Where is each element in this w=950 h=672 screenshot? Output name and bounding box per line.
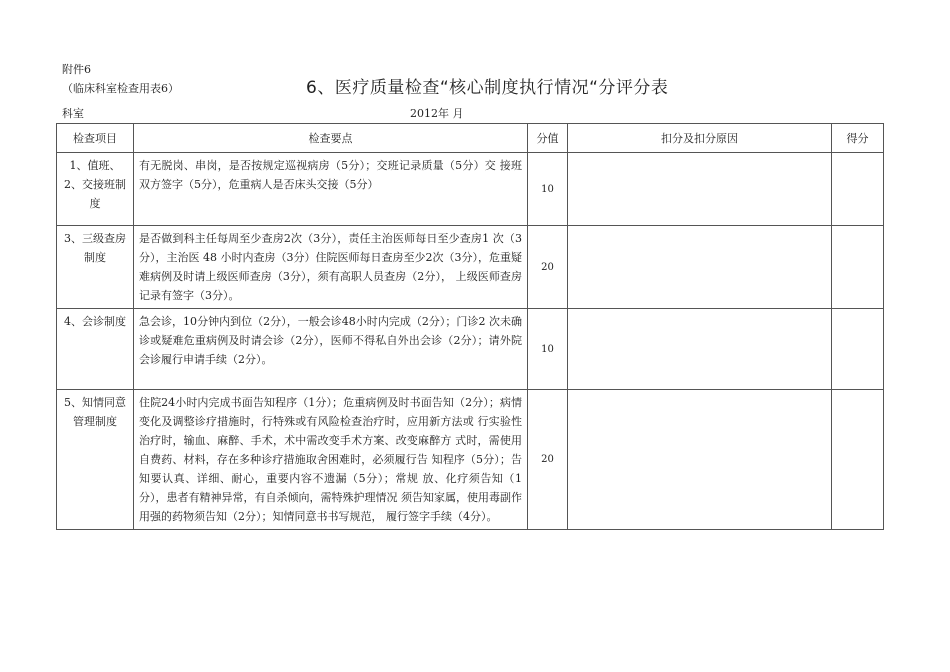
check-item: 4、会诊制度 [57, 309, 134, 390]
check-requirements: 是否做到科主任每周至少查房2次（3分），责任主治医师每日至少查房1 次（3分），主治医 48 小时内查房（3分）住院医师每日查房至少2次（3分），危重疑难病例及时请上级医师查房（3分），须有高职人员查房（2分）， 上级医师查房记录有签字（3分）。 [134, 226, 528, 309]
date-label: 2012年 月 [410, 107, 464, 120]
score-cell[interactable] [832, 226, 884, 309]
check-item: 3、三级查房制度 [57, 226, 134, 309]
deduction-cell[interactable] [568, 153, 832, 226]
table-row [57, 226, 884, 309]
points-value: 20 [528, 390, 568, 530]
column-header-score: 得分 [832, 124, 884, 153]
points-value: 20 [528, 226, 568, 309]
scoring-table [56, 123, 884, 530]
check-item: 5、知情同意管理制度 [57, 390, 134, 530]
column-header-deduction: 扣分及扣分原因 [568, 124, 832, 153]
column-header-points: 分值 [528, 124, 568, 153]
table-row [57, 390, 884, 530]
check-requirements: 住院24小时内完成书面告知程序（1分）；危重病例及时书面告知（2分）；病情变化及调整诊疗措施时，行特殊或有风险检查治疗时，应用新方法或 行实验性治疗时，输血、麻醉、手术，术中需改变手术方案、改变麻醉方 式时，需使用自费药、材料，存在多种诊疗措施取舍困难时，必须履行告 知程序（5分）；告知要认真、详细、耐心，重要内容不遗漏（5分）；常规 放、化疗须告知（1分），患者有精神异常，有自杀倾向，需特殊护理情况 须告知家属，使用毒副作用强的药物须告知（2分）；知情同意书书写规范， 履行签字手续（4分）。 [134, 390, 528, 530]
attachment-label: 附件6 [62, 63, 91, 76]
table-header-row [57, 124, 884, 153]
check-requirements: 急会诊，10分钟内到位（2分），一般会诊48小时内完成（2分）；门诊2 次未确诊或疑难危重病例及时请会诊（2分），医师不得私自外出会诊（2分）；请外院会诊履行申请手续（2分）。 [134, 309, 528, 390]
form-note: （临床科室检查用表6） [62, 82, 179, 95]
column-header-requirements: 检查要点 [134, 124, 528, 153]
points-value: 10 [528, 153, 568, 226]
points-value: 10 [528, 309, 568, 390]
score-cell[interactable] [832, 390, 884, 530]
page-title: 6、医疗质量检查“核心制度执行情况“分评分表 [306, 78, 669, 98]
deduction-cell[interactable] [568, 390, 832, 530]
table-row [57, 153, 884, 226]
check-item: 1、值班、2、交接班制度 [57, 153, 134, 226]
table-row [57, 309, 884, 390]
deduction-cell[interactable] [568, 226, 832, 309]
score-cell[interactable] [832, 309, 884, 390]
column-header-item: 检查项目 [57, 124, 134, 153]
deduction-cell[interactable] [568, 309, 832, 390]
department-label: 科室 [62, 107, 84, 120]
score-cell[interactable] [832, 153, 884, 226]
check-requirements: 有无脱岗、串岗，是否按规定巡视病房（5分）；交班记录质量（5分）交 接班双方签字（5分），危重病人是否床头交接（5分） [134, 153, 528, 226]
